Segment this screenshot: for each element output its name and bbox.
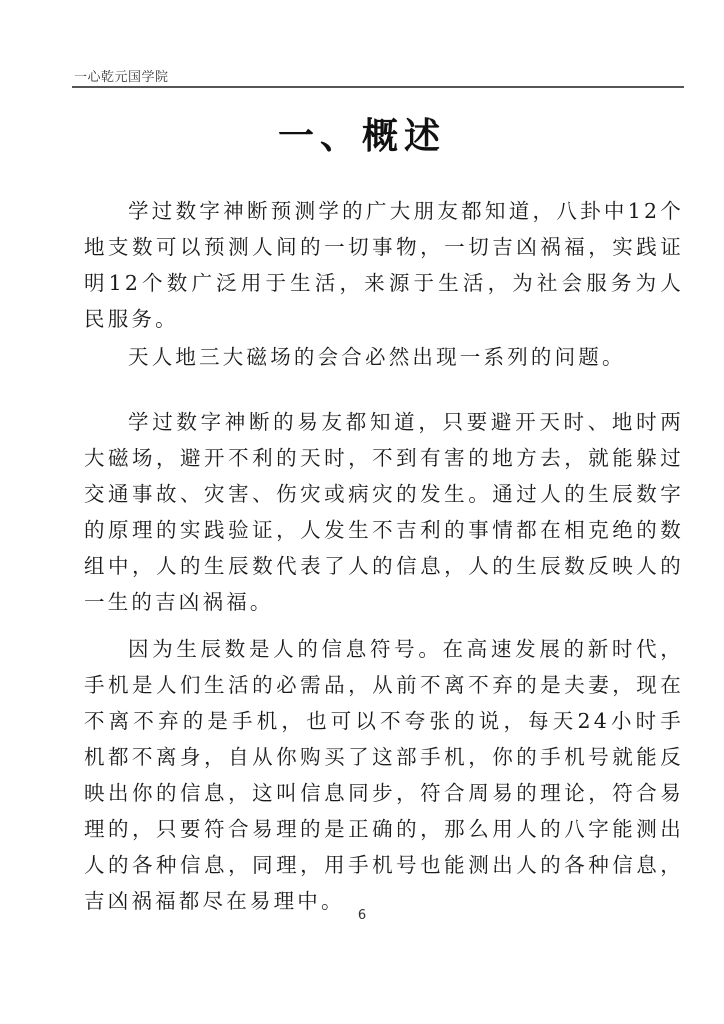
header-divider: [72, 86, 684, 88]
paragraph-4: 因为生辰数是人的信息符号。在高速发展的新时代，手机是人们生活的必需品，从前不离不弃的是夫妻，现在不离不弃的是手机，也可以不夸张的说，每天24小时手机都不离身，自从你购买了这部手机，你的手机号就能反映出你的信息，这叫信息同步，符合周易的理论，符合易理的，只要符合易理的是正确的，那么用人的八字能测出人的各种信息，同理，用手机号也能测出人的各种信息，吉凶祸福都尽在易理中。: [84, 637, 684, 913]
section-title: 一、概述: [277, 116, 446, 157]
paragraph-3: 学过数字神断的易友都知道，只要避开天时、地时两大磁场，避开不利的天时，不到有害的地方去，就能躲过交通事故、灾害、伤灾或病灾的发生。通过人的生辰数字的原理的实践验证，人发生不吉利的事情都在相克绝的数组中，人的生辰数代表了人的信息，人的生辰数反映人的一生的吉凶祸福。: [84, 410, 684, 614]
paragraph-2: 天人地三大磁场的会合必然出现一系列的问题。: [128, 345, 626, 369]
paragraph-1: 学过数字神断预测学的广大朋友都知道，八卦中12个地支数可以预测人间的一切事物，一切吉凶祸福，实践证明12个数广泛用于生活，来源于生活，为社会服务为人民服务。: [84, 199, 684, 331]
running-header-title: 一心乾元国学院: [74, 70, 169, 85]
page-number: 6: [357, 908, 367, 923]
